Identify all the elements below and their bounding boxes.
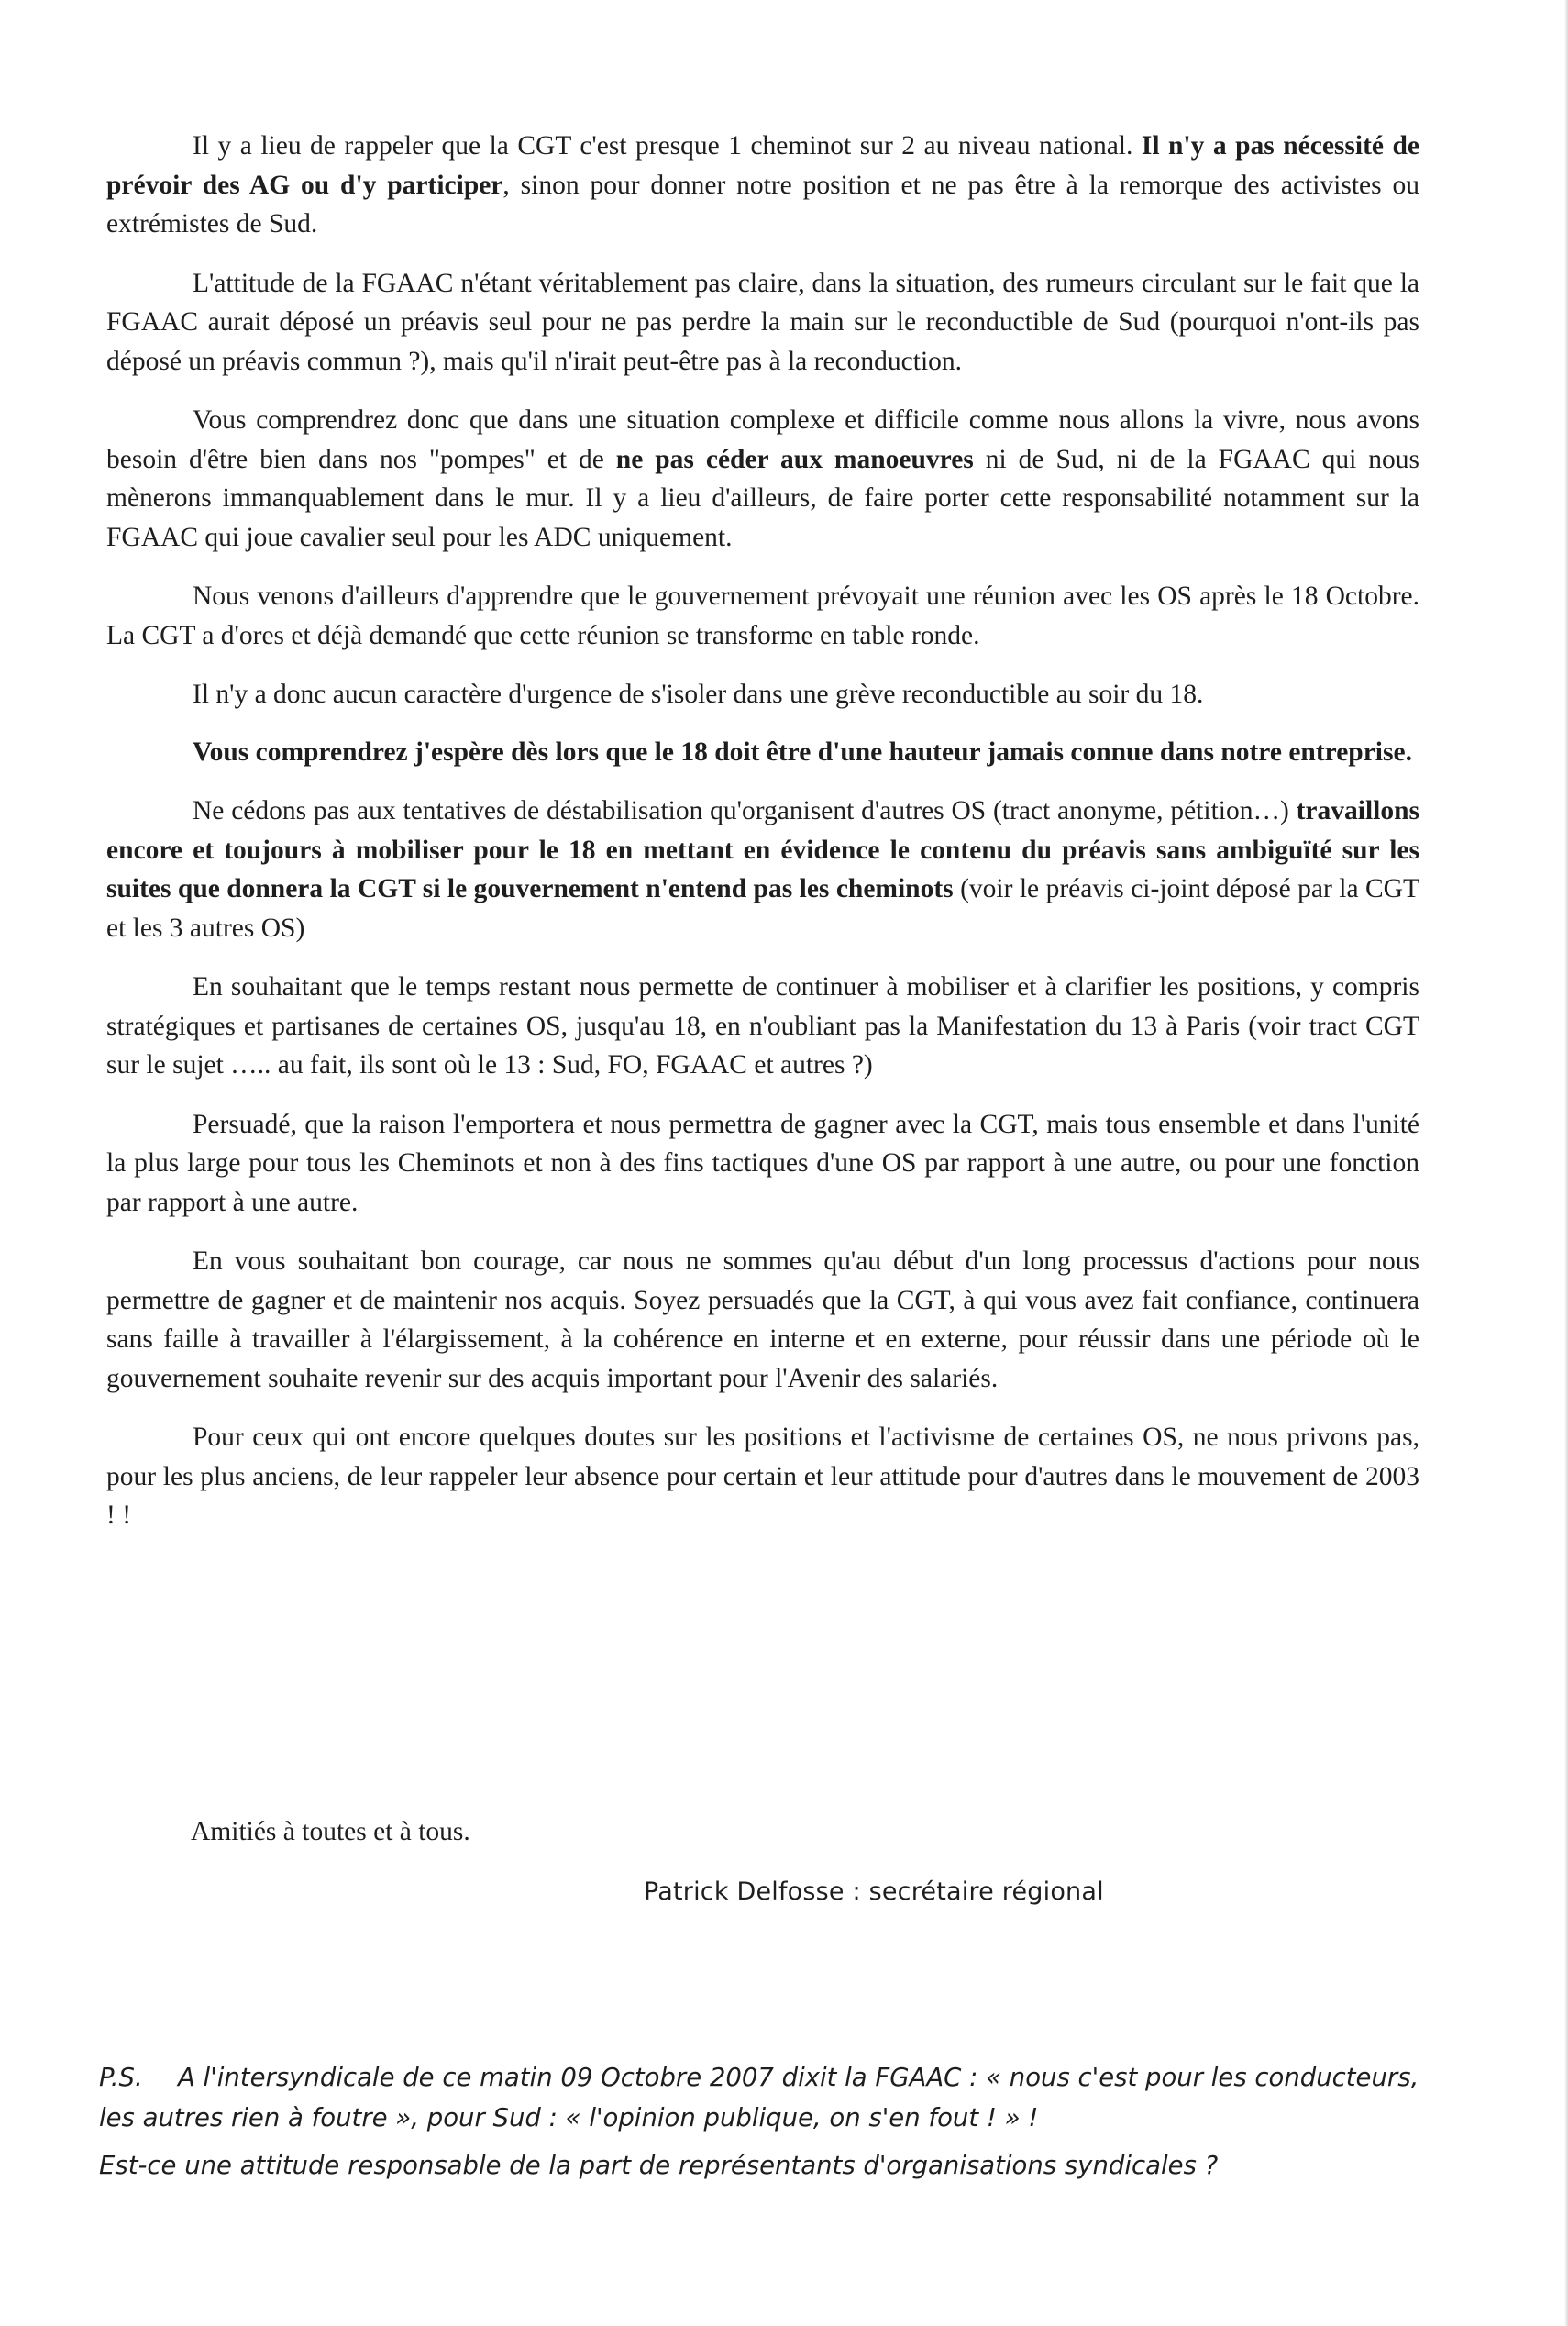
page-edge-shadow: [1564, 0, 1568, 2326]
paragraph-3-bold: ne pas céder aux manoeuvres: [615, 444, 974, 474]
paragraph-8: [106, 968, 1419, 1085]
paragraph-3: [106, 401, 1419, 557]
paragraph-7-bold: travaillons encore et toujours à mobiliser pour le 18 en mettant en évidence le contenu du préavis sans ambiguïté sur les suites que donnera la CGT si le gouvernement n'entend pas les cheminots: [106, 796, 1419, 903]
paragraph-10-text: En vous souhaitant bon courage, car nous ne sommes qu'au début d'un long processus d'actions pour nous permettre de gagner et de maintenir nos acquis. Soyez persuadés que la CGT, à qui vous avez fait confiance, continuera sans faille à travailler à l'élargissement, à la cohérence en interne et en externe, pour réussir dans une période où le gouvernement souhaite revenir sur des acquis important pour l'Avenir des salariés.: [106, 1246, 1419, 1393]
paragraph-7-text: Ne cédons pas aux tentatives de déstabilisation qu'organisent d'autres OS (tract anonyme, pétition…): [193, 796, 1297, 825]
paragraph-1: [106, 127, 1419, 244]
paragraph-5-text: Il n'y a donc aucun caractère d'urgence de s'isoler dans une grève reconductible au soir du 18.: [193, 680, 1204, 709]
paragraph-8-text: En souhaitant que le temps restant nous permette de continuer à mobiliser et à clarifier les positions, y compris stratégiques et partisanes de certaines OS, jusqu'au 18, en n'oubliant pas la Manifestation du 13 à Paris (voir tract CGT sur le sujet ….. au fait, ils sont où le 13 : Sud, FO, FGAAC et autres ?): [106, 972, 1419, 1080]
paragraph-11-text: Pour ceux qui ont encore quelques doutes sur les positions et l'activisme de certaines OS, ne nous privons pas, pour les plus anciens, de leur rappeler leur absence pour certain et leur attitude pour d'autres dans le mouvement de 2003 ! !: [106, 1423, 1419, 1530]
letter-body: [106, 127, 1419, 1556]
paragraph-3-text: Vous comprendrez donc que dans une situation complexe et difficile comme nous allons la vivre, nous avons besoin d'être bien dans nos "pompes" et de: [106, 405, 1419, 474]
postscript-text: [99, 2057, 1419, 2138]
paragraph-11: [106, 1418, 1419, 1535]
paragraph-6-bold: Vous comprendrez j'espère dès lors que le 18 doit être d'une hauteur jamais connue dans notre entreprise.: [193, 737, 1412, 767]
paragraph-4-text: Nous venons d'ailleurs d'apprendre que le gouvernement prévoyait une réunion avec les OS après le 18 Octobre. La CGT a d'ores et déjà demandé que cette réunion se transforme en table ronde.: [106, 582, 1419, 650]
paragraph-6: [106, 733, 1419, 772]
paragraph-4: [106, 577, 1419, 655]
paragraph-1-text: Il y a lieu de rappeler que la CGT c'est presque 1 cheminot sur 2 au niveau national.: [193, 131, 1142, 161]
paragraph-9: [106, 1105, 1419, 1223]
paragraph-7: [106, 792, 1419, 947]
paragraph-2-text: L'attitude de la FGAAC n'étant véritablement pas claire, dans la situation, des rumeurs circulant sur le fait que la FGAAC aurait déposé un préavis seul pour ne pas perdre la main sur le reconductible de Sud (pourquoi n'ont-ils pas déposé un préavis commun ?), mais qu'il n'irait peut-être pas à la reconduction.: [106, 268, 1419, 376]
paragraph-3-text-end: ni de Sud, ni de la FGAAC qui nous mènerons immanquablement dans le mur. Il y a lieu d'ailleurs, de faire porter cette responsabilité notamment sur la FGAAC qui joue cavalier seul pour les ADC uniquement.: [106, 444, 1419, 552]
closing-salutation: Amitiés à toutes et à tous.: [191, 1817, 470, 1846]
paragraph-10: [106, 1242, 1419, 1398]
postscript-body: A l'intersyndicale de ce matin 09 Octobre 2007 dixit la FGAAC : « nous c'est pour les conducteurs, les autres rien à foutre », pour Sud : « l'opinion publique, on s'en fout ! » !: [99, 2063, 1419, 2132]
paragraph-7-text-end: (voir le préavis ci-joint déposé par la CGT et les 3 autres OS): [106, 874, 1419, 943]
postscript: [99, 2057, 1419, 2193]
paragraph-2: [106, 264, 1419, 382]
paragraph-1-text-end: , sinon pour donner notre position et ne pas être à la remorque des activistes ou extrémistes de Sud.: [106, 170, 1419, 238]
paragraph-5: [106, 675, 1419, 714]
signature: Patrick Delfosse : secrétaire régional: [644, 1877, 1104, 1906]
paragraph-1-bold: Il n'y a pas nécessité de prévoir des AG ou d'y participer: [106, 131, 1419, 200]
paragraph-9-text: Persuadé, que la raison l'emportera et nous permettra de gagner avec la CGT, mais tous ensemble et dans l'unité la plus large pour tous les Cheminots et non à des fins tactiques d'une OS par rapport à une autre, ou pour une fonction par rapport à une autre.: [106, 1109, 1419, 1217]
postscript-label: P.S.: [99, 2063, 143, 2092]
postscript-question: Est-ce une attitude responsable de la part de représentants d'organisations syndicales ?: [99, 2151, 1219, 2180]
